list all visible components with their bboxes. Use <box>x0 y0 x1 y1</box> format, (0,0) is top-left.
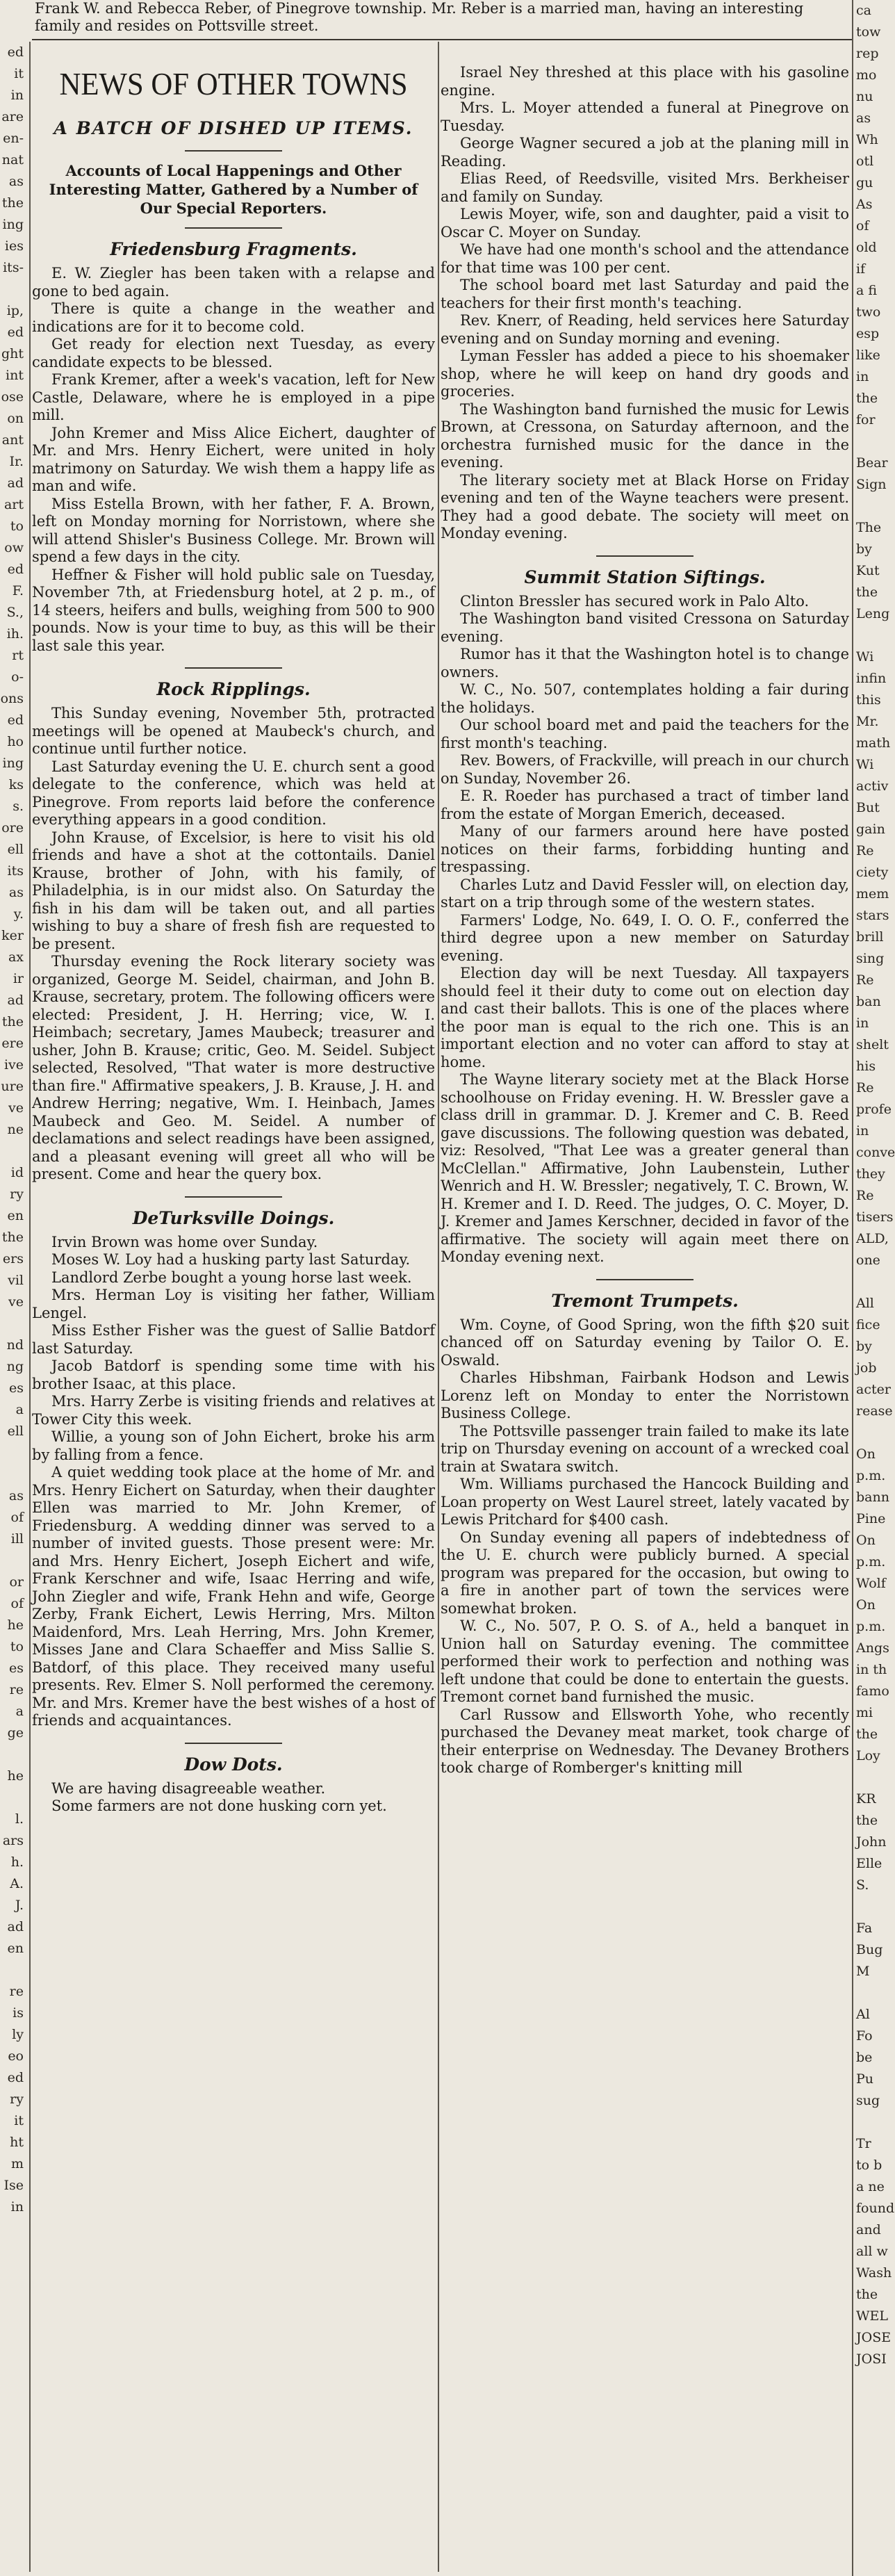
news-item: Mrs. L. Moyer attended a funeral at Pinegrove on Tuesday. <box>441 99 849 134</box>
news-item: Lewis Moyer, wife, son and daughter, paid a visit to Oscar C. Moyer on Sunday. <box>441 206 849 241</box>
masthead-deck: Accounts of Local Happenings and Other Interesting Matter, Gathered by a Number of Our Special Reporters. <box>49 162 418 217</box>
margin-fragment: the <box>856 391 878 406</box>
margin-fragment: On <box>856 1446 876 1462</box>
margin-fragment: Wi <box>856 649 874 665</box>
news-item: Clinton Bressler has secured work in Palo Alto. <box>460 592 810 610</box>
margin-fragment: brill <box>856 929 884 945</box>
margin-fragment: s. <box>13 799 24 814</box>
news-item: Rev. Bowers, of Frackville, will preach in our church on Sunday, November 26. <box>441 752 849 787</box>
margin-fragment: Wash <box>856 2265 892 2281</box>
news-item: Rumor has it that the Washington hotel is to change owners. <box>441 646 849 680</box>
news-item: The Washington band furnished the music for Lewis Brown, at Cressona, on Saturday afternoon, and the orchestra furnished music for the dance in the evening. <box>441 400 849 471</box>
news-item: John Krause, of Excelsior, is here to visit his old friends and have a shot at the cottontails. Daniel Krause, brother of John, with his family, of Philadelphia, is in our midst also. On Saturday the fish in his dam will be taken out, and all parties wishing to buy a share of fresh fish are requested to be present. <box>32 829 435 952</box>
news-item: Lyman Fessler has added a piece to his shoemaker shop, where he will keep on hand dry goods and groceries. <box>441 348 849 400</box>
margin-fragment: it <box>14 2113 24 2128</box>
news-item: Elias Reed, of Reedsville, visited Mrs. Berkheiser and family on Sunday. <box>441 170 849 205</box>
margin-fragment: art <box>3 497 24 512</box>
margin-fragment: ne <box>7 1122 24 1137</box>
margin-fragment: rease <box>856 1403 893 1419</box>
news-item: The Wayne literary society met at the Black Horse schoolhouse on Friday evening. H. W. Bressler gave a class drill in grammar. D. J. Kremer and C. B. Reed gave discussions. The following question was debated, viz: Resolved, "That Lee was a greater general than McClellan." Affirmative, John Laubenstein, Luther Wenrich and H. W. Bressler; negatively, T. C. Brown, W. H. Kremer and I. D. Reed. The judges, O. C. Moyer, D. J. Kremer and James Kerschner, decided in favor of the affirmative. The society will again meet there on Monday evening next. <box>441 1071 849 1265</box>
margin-fragment: But <box>856 800 880 815</box>
margin-fragment: tisers <box>856 1209 894 1225</box>
margin-fragment: ly <box>12 2027 24 2042</box>
margin-fragment: re <box>9 1682 24 1697</box>
margin-fragment: ks <box>8 777 24 792</box>
margin-fragment: its <box>7 863 24 879</box>
margin-fragment: ry <box>10 2092 24 2107</box>
margin-fragment: ose <box>1 389 24 405</box>
margin-fragment: a ne <box>856 2179 885 2194</box>
margin-fragment: l. <box>15 1811 24 1827</box>
margin-fragment: ban <box>856 994 881 1009</box>
news-item: Irvin Brown was home over Sunday. <box>51 1233 318 1250</box>
margin-fragment: ed <box>7 712 24 728</box>
margin-fragment: ax <box>8 949 24 965</box>
margin-fragment: and <box>856 2222 881 2237</box>
news-item: E. R. Roeder has purchased a tract of timber land from the estate of Morgan Emerich, deceased. <box>441 788 849 822</box>
margin-fragment: es <box>9 1380 24 1396</box>
news-item: E. W. Ziegler has been taken with a relapse and gone to bed again. <box>32 265 435 300</box>
margin-fragment: rt <box>12 648 24 663</box>
margin-fragment: acter <box>856 1382 891 1397</box>
margin-fragment: one <box>856 1253 880 1268</box>
margin-fragment: sing <box>856 951 885 966</box>
margin-fragment: bann <box>856 1490 889 1505</box>
margin-fragment <box>853 431 881 453</box>
news-item: Thursday evening the Rock literary society was organized, George M. Seidel, chairman, and John B. Krause, secretary, protem. The following officers were elected: President, J. H. Herring; vice, W. I. Heimbach; secretary, James Maubeck; treasurer and usher, John B. Krause; critic, Geo. M. Seidel. Subject selected, Resolved, "That water is more destructive than fire." Affirmative speakers, J. B. Krause, J. H. and Andrew Herring; negative, Wm. I. Heinbach, James Maubeck and Geo. M. Seidel. A number of declamations and select readings have been assigned, and a pleasant evening will greet all who will be present. Come and hear the query box. <box>32 953 435 1182</box>
margin-fragment: old <box>856 240 877 255</box>
margin-fragment: the <box>856 2287 878 2302</box>
deck-divider <box>185 227 282 229</box>
margin-fragment: re <box>9 1984 24 1999</box>
margin-fragment: the <box>856 585 878 600</box>
margin-fragment: ng <box>6 1359 24 1374</box>
news-item: Charles Lutz and David Fessler will, on election day, start on a trip through some of the western states. <box>441 876 849 911</box>
margin-fragment: Sign <box>856 477 887 492</box>
margin-fragment: S., <box>6 605 24 620</box>
margin-fragment: be <box>856 2050 873 2065</box>
news-item: There is quite a change in the weather and indications are for it to become cold. <box>32 300 435 335</box>
margin-fragment: in <box>856 1016 869 1031</box>
margin-fragment: Wolf <box>856 1576 886 1591</box>
news-item: Election day will be next Tuesday. All taxpayers should feel it their duty to come out on election day and cast their ballots. This is one of the places where the poor man is equal to the rich one. This is an important election and no voter can afford to stay at home. <box>441 965 849 1070</box>
margin-fragment: F. <box>12 583 24 598</box>
margin-fragment: otl <box>856 154 874 169</box>
news-item: Rev. Knerr, of Reading, held services here Saturday evening and on Sunday morning and evening. <box>441 312 849 347</box>
margin-fragment: ure <box>1 1079 24 1094</box>
margin-fragment: The <box>856 520 882 535</box>
margin-fragment <box>853 625 881 646</box>
margin-fragment: J. <box>15 1898 24 1913</box>
masthead-divider <box>185 150 282 152</box>
margin-fragment: ca <box>856 3 871 18</box>
margin-fragment <box>0 279 28 300</box>
news-item: W. C., No. 507, contemplates holding a fair during the holidays. <box>441 681 849 716</box>
margin-fragment: ry <box>10 1187 24 1202</box>
margin-fragment: On <box>856 1533 876 1548</box>
margin-fragment: the <box>1 1014 24 1029</box>
column-left <box>32 64 435 2573</box>
news-item: Mrs. Harry Zerbe is visiting friends and relatives at Tower City this week. <box>32 1393 435 1428</box>
margin-fragment: famo <box>856 1684 889 1699</box>
margin-fragment: job <box>856 1360 877 1376</box>
margin-fragment: KR <box>856 1791 876 1807</box>
margin-fragment: p.m. <box>856 1554 886 1570</box>
margin-fragment: All <box>856 1296 874 1311</box>
margin-fragment: ed <box>7 562 24 577</box>
margin-fragment: JOSI <box>856 2351 887 2367</box>
margin-fragment: WEL <box>856 2308 889 2324</box>
margin-fragment: esp <box>856 326 880 341</box>
margin-fragment: the <box>1 195 24 211</box>
column-right-sections <box>441 555 849 1777</box>
news-item: Carl Russow and Ellsworth Yohe, who recently purchased the Devaney meat market, took charge of their enterprise on Wednesday. The Devaney Brothers took charge of Romberger's knitting mill <box>441 1706 849 1776</box>
margin-fragment: ars <box>2 1833 24 1848</box>
news-item: Jacob Batdorf is spending some time with his brother Isaac, at this place. <box>32 1358 435 1392</box>
margin-fragment: Angs <box>856 1640 889 1656</box>
top-rule <box>32 39 852 40</box>
margin-fragment: gain <box>856 822 885 837</box>
margin-fragment: Re <box>856 843 874 858</box>
margin-fragment: he <box>7 1617 24 1633</box>
margin-fragment: as <box>8 174 24 189</box>
margin-fragment: the <box>1 1230 24 1245</box>
margin-fragment: ve <box>8 1294 24 1310</box>
margin-fragment: ed <box>7 2070 24 2085</box>
top-carryover-text: Frank W. and Rebecca Reber, of Pinegrove township. Mr. Reber is a married man, having an interesting family and resides on Pottsville street. <box>35 0 804 34</box>
section-divider <box>596 555 693 557</box>
news-item: Heffner & Fisher will hold public sale on Tuesday, November 7th, at Friedensburg hotel, at 2 p. m., of 14 steers, heifers and bulls, weighing from 500 to 900 pounds. Now is your time to buy, as this will be their last sale this year. <box>32 566 435 654</box>
margin-fragment: a <box>15 1704 24 1719</box>
section-divider <box>596 1279 693 1280</box>
news-item: Many of our farmers around here have posted notices on their farms, forbidding hunting and trespassing. <box>441 823 849 875</box>
margin-fragment: his <box>856 1059 876 1074</box>
margin-fragment: A. <box>10 1876 24 1891</box>
margin-fragment: or <box>9 1574 24 1590</box>
margin-fragment: to b <box>856 2158 882 2173</box>
news-item: Wm. Coyne, of Good Spring, won the fifth $20 suit chanced off on Saturday evening by Tailor O. E. Oswald. <box>441 1316 849 1369</box>
margin-fragment: ing <box>2 756 24 771</box>
margin-fragment: found <box>856 2201 895 2216</box>
margin-fragment: ed <box>7 44 24 60</box>
margin-fragment: ing <box>2 217 24 232</box>
margin-fragment <box>0 1464 28 1485</box>
section-divider <box>185 1743 282 1744</box>
section-heading: Friedensburg Fragments. <box>110 239 357 259</box>
margin-fragment: ght <box>1 346 24 361</box>
column-right-intro <box>441 64 849 543</box>
margin-fragment: Fa <box>856 1921 873 1936</box>
margin-fragment: of <box>856 218 869 234</box>
margin-fragment <box>853 1896 881 1918</box>
news-item: Some farmers are not done husking corn yet. <box>51 1798 387 1814</box>
margin-fragment: tow <box>856 24 881 40</box>
margin-fragment <box>0 1141 28 1162</box>
margin-fragment: ive <box>3 1057 24 1073</box>
margin-fragment: As <box>856 197 873 212</box>
column-right <box>441 64 849 2573</box>
margin-fragment: en <box>7 1941 24 1956</box>
news-item: Israel Ney threshed at this place with his gasoline engine. <box>441 64 849 99</box>
section-heading: Summit Station Siftings. <box>524 566 766 587</box>
news-item: Our school board met and paid the teachers for the first month's teaching. <box>441 717 849 751</box>
margin-fragment: like <box>856 348 880 363</box>
margin-fragment: h. <box>10 1854 24 1870</box>
news-item: Last Saturday evening the U. E. church sent a good delegate to the conference, which was held at Pinegrove. From reports laid before the conference everything appears in a good condition. <box>32 758 435 828</box>
news-item: We have had one month's school and the attendance for that time was 100 per cent. <box>441 241 849 276</box>
margin-fragment: Tr <box>856 2136 871 2151</box>
margin-fragment: the <box>856 1727 878 1742</box>
news-item: A quiet wedding took place at the home of Mr. and Mrs. Henry Eichert on Saturday, when their daughter Ellen was married to Mr. John Kremer, of Friedensburg. A wedding dinner was served to a number of invited guests. Those present were: Mr. and Mrs. Henry Eichert, Joseph Eichert and wife, Frank Kerschner and wife, Isaac Herring and wife, John Ziegler and wife, Frank Hehn and wife, George Zerby, Frank Eichert, Lewis Herring, Mrs. Milton Maidenford, Mrs. Leah Herring, Mrs. John Kremer, Misses Jane and Clara Schaeffer and Miss Sallie S. Batdorf, of this place. They received many useful presents. Rev. Elmer S. Noll performed the ceremony. Mr. and Mrs. Kremer have the best wishes of a host of friends and acquaintances. <box>32 1464 435 1729</box>
news-item: Get ready for election next Tuesday, as every candidate expects to be blessed. <box>32 336 435 370</box>
margin-fragment: gu <box>856 175 873 190</box>
margin-fragment <box>0 1744 28 1766</box>
margin-fragment: p.m. <box>856 1468 886 1483</box>
margin-fragment: stars <box>856 908 889 923</box>
margin-fragment: mo <box>856 67 877 83</box>
margin-fragment: in <box>856 1123 869 1139</box>
margin-fragment: ies <box>4 238 24 254</box>
news-item: Wm. Williams purchased the Hancock Building and Loan property on West Laurel street, lately vacated by Lewis Pritchard for $400 cash. <box>441 1476 849 1528</box>
margin-fragment: ve <box>8 1100 24 1116</box>
margin-fragment: ir <box>13 971 24 986</box>
left-column-rule <box>29 42 31 2572</box>
margin-fragment <box>0 1787 28 1809</box>
margin-fragment: y. <box>13 906 24 922</box>
margin-fragment: to <box>10 519 24 534</box>
margin-fragment: nu <box>856 89 873 104</box>
margin-fragment: John <box>856 1834 887 1850</box>
margin-fragment: Bear <box>856 455 888 471</box>
margin-fragment: of <box>10 1510 24 1525</box>
margin-fragment: Fo <box>856 2028 873 2044</box>
margin-fragment: by <box>856 541 872 557</box>
margin-fragment: mem <box>856 886 889 902</box>
margin-fragment: Wi <box>856 757 874 772</box>
masthead-subtitle: A BATCH OF DISHED UP ITEMS. <box>54 118 413 138</box>
margin-fragment: shelt <box>856 1037 889 1052</box>
margin-fragment: activ <box>856 778 889 794</box>
news-item: The Pottsville passenger train failed to make its late trip on Thursday evening on account of a wrecked coal train at Swatara switch. <box>441 1422 849 1475</box>
margin-fragment: Ir. <box>9 454 24 469</box>
margin-fragment: ill <box>10 1531 24 1547</box>
news-item: W. C., No. 507, P. O. S. of A., held a banquet in Union hall on Saturday evening. The committee performed their work to perfection and nothing was left undone that could be done to entertain the guests. Tremont cornet band furnished the music. <box>441 1617 849 1705</box>
margin-fragment: infin <box>856 671 887 686</box>
margin-fragment: ALD, <box>856 1231 889 1246</box>
news-item: The school board met last Saturday and paid the teachers for their first month's teaching. <box>441 277 849 311</box>
margin-fragment: conve <box>856 1145 895 1160</box>
news-item: Miss Esther Fisher was the guest of Sallie Batdorf last Saturday. <box>32 1322 435 1357</box>
section-divider <box>185 667 282 669</box>
margin-fragment: Bug <box>856 1942 883 1957</box>
news-item: Landlord Zerbe bought a young horse last week. <box>51 1269 412 1286</box>
margin-fragment: Re <box>856 1080 874 1095</box>
news-item: The Washington band visited Cressona on Saturday evening. <box>441 610 849 645</box>
margin-fragment: id <box>10 1165 24 1180</box>
margin-fragment: Kut <box>856 563 880 578</box>
news-item: Mrs. Herman Loy is visiting her father, William Lengel. <box>32 1287 435 1321</box>
margin-fragment <box>0 1442 28 1464</box>
margin-fragment: to <box>10 1639 24 1654</box>
margin-fragment: nat <box>1 152 24 168</box>
margin-fragment: ers <box>2 1251 24 1266</box>
margin-fragment: by <box>856 1339 872 1354</box>
margin-fragment: its- <box>3 260 24 275</box>
margin-fragment: Elle <box>856 1856 882 1871</box>
margin-fragment <box>853 1982 881 2004</box>
margin-fragment <box>853 1767 881 1788</box>
margin-fragment: S. <box>856 1877 869 1893</box>
margin-fragment <box>0 1313 28 1335</box>
margin-fragment: o- <box>11 669 24 685</box>
margin-fragment: ell <box>7 842 24 857</box>
news-item: Miss Estella Brown, with her father, F. A. Brown, left on Monday morning for Norristown, where she will attend Shisler's Business College. Mr. Brown will spend a few days in the city. <box>32 495 435 565</box>
right-margin-strip <box>853 0 895 2576</box>
margin-fragment: M <box>856 1964 870 1979</box>
margin-fragment: ore <box>1 820 24 835</box>
news-item: Frank Kremer, after a week's vacation, left for New Castle, Delaware, where he is employed in a pipe mill. <box>32 371 435 423</box>
margin-fragment: nd <box>6 1337 24 1353</box>
section-heading: DeTurksville Doings. <box>132 1207 335 1228</box>
margin-fragment: a fi <box>856 283 878 298</box>
margin-fragment: rep <box>856 46 879 61</box>
margin-fragment: Ise <box>3 2178 24 2193</box>
margin-fragment: ker <box>1 928 24 943</box>
margin-fragment: Wh <box>856 132 878 147</box>
margin-fragment: the <box>856 1813 878 1828</box>
news-item: George Wagner secured a job at the planing mill in Reading. <box>441 135 849 170</box>
margin-fragment: Re <box>856 972 874 988</box>
margin-fragment: for <box>856 412 876 427</box>
margin-fragment: en- <box>3 131 24 146</box>
margin-fragment: ad <box>7 1919 24 1934</box>
left-margin-strip <box>0 42 28 2572</box>
margin-fragment: ciety <box>856 865 889 880</box>
margin-fragment: on <box>7 411 24 426</box>
news-item: Charles Hibshman, Fairbank Hodson and Lewis Lorenz left on Monday to enter the Norristown Business College. <box>441 1369 849 1421</box>
margin-fragment: Pine <box>856 1511 886 1526</box>
margin-fragment: it <box>14 66 24 81</box>
news-item: This Sunday evening, November 5th, protracted meetings will be opened at Maubeck's church, and continue until further notice. <box>32 705 435 757</box>
margin-fragment: math <box>856 735 891 751</box>
margin-fragment: ed <box>7 325 24 340</box>
margin-fragment: as <box>8 885 24 900</box>
section-heading: Rock Ripplings. <box>156 679 311 699</box>
margin-fragment: of <box>10 1596 24 1611</box>
margin-fragment: ow <box>4 540 24 555</box>
margin-fragment: int <box>6 368 24 383</box>
margin-fragment <box>853 496 881 517</box>
margin-fragment: Re <box>856 1188 874 1203</box>
margin-fragment: Pu <box>856 2071 874 2087</box>
margin-fragment: Mr. <box>856 714 879 729</box>
margin-fragment: ge <box>7 1725 24 1741</box>
column-left-sections <box>32 238 435 1816</box>
margin-fragment: ho <box>7 734 24 749</box>
margin-fragment: ip, <box>6 303 24 318</box>
margin-fragment: in <box>10 2199 24 2215</box>
margin-fragment: he <box>7 1768 24 1784</box>
margin-fragment: p.m. <box>856 1619 886 1634</box>
news-item: Moses W. Loy had a husking party last Saturday. <box>51 1251 411 1268</box>
margin-fragment: ad <box>7 993 24 1008</box>
news-item: John Kremer and Miss Alice Eichert, daughter of Mr. and Mrs. Henry Eichert, were united in holy matrimony on Saturday. We wish them a happy life as man and wife. <box>32 424 435 494</box>
margin-fragment: sug <box>856 2093 880 2108</box>
margin-fragment: vil <box>8 1273 24 1288</box>
section-heading: Dow Dots. <box>184 1754 283 1775</box>
margin-fragment: in <box>10 88 24 103</box>
margin-fragment <box>0 1550 28 1572</box>
margin-fragment: Leng <box>856 606 890 621</box>
margin-fragment: Loy <box>856 1748 880 1763</box>
margin-fragment: in <box>856 369 869 384</box>
margin-fragment: m <box>10 2156 24 2171</box>
margin-fragment: mi <box>856 1705 873 1720</box>
news-item: On Sunday evening all papers of indebtedness of the U. E. church were publicly burned. A special program was prepared for the occasion, but owing to a fire in another part of town the services were somewhat broken. <box>441 1529 849 1617</box>
margin-fragment <box>853 1271 881 1293</box>
news-item: We are having disagreeable weather. <box>51 1779 326 1797</box>
margin-fragment: ere <box>1 1036 24 1051</box>
margin-fragment: ell <box>7 1424 24 1439</box>
margin-fragment: JOSE <box>856 2330 892 2345</box>
margin-fragment: eo <box>8 2048 24 2064</box>
margin-fragment: ih. <box>6 626 24 642</box>
margin-fragment: are <box>1 109 24 124</box>
margin-fragment: profe <box>856 1102 892 1117</box>
news-item: Willie, a young son of John Eichert, broke his arm by falling from a fence. <box>32 1428 435 1463</box>
margin-fragment: this <box>856 692 881 708</box>
news-item: Farmers' Lodge, No. 649, I. O. O. F., conferred the third degree upon a new member on Saturday evening. <box>441 911 849 964</box>
margin-fragment: if <box>856 261 866 277</box>
margin-fragment: Al <box>856 2007 870 2022</box>
margin-fragment: On <box>856 1597 876 1613</box>
margin-fragment: as <box>856 111 871 126</box>
news-item: The literary society met at Black Horse on Friday evening and ten of the Wayne teachers were present. They had a good debate. The society will meet on Monday evening. <box>441 471 849 541</box>
margin-fragment <box>853 2112 881 2133</box>
margin-fragment: ons <box>0 691 24 706</box>
margin-fragment: they <box>856 1166 885 1182</box>
margin-fragment: ht <box>10 2135 24 2150</box>
margin-fragment: in th <box>856 1662 887 1677</box>
margin-fragment <box>0 1959 28 1981</box>
margin-fragment: is <box>13 2005 24 2021</box>
margin-fragment: all w <box>856 2244 888 2259</box>
margin-fragment: es <box>9 1661 24 1676</box>
section-divider <box>185 1196 282 1198</box>
margin-fragment: as <box>8 1488 24 1503</box>
margin-fragment: a <box>15 1402 24 1417</box>
margin-fragment: ant <box>1 432 24 448</box>
margin-fragment: en <box>7 1208 24 1223</box>
margin-fragment <box>853 1422 881 1444</box>
section-heading: Tremont Trumpets. <box>551 1290 739 1311</box>
margin-fragment: ad <box>7 475 24 491</box>
margin-fragment: two <box>856 304 881 320</box>
center-column-rule <box>438 42 439 2572</box>
masthead-title: NEWS OF OTHER TOWNS <box>59 66 408 101</box>
margin-fragment: fice <box>856 1317 880 1332</box>
